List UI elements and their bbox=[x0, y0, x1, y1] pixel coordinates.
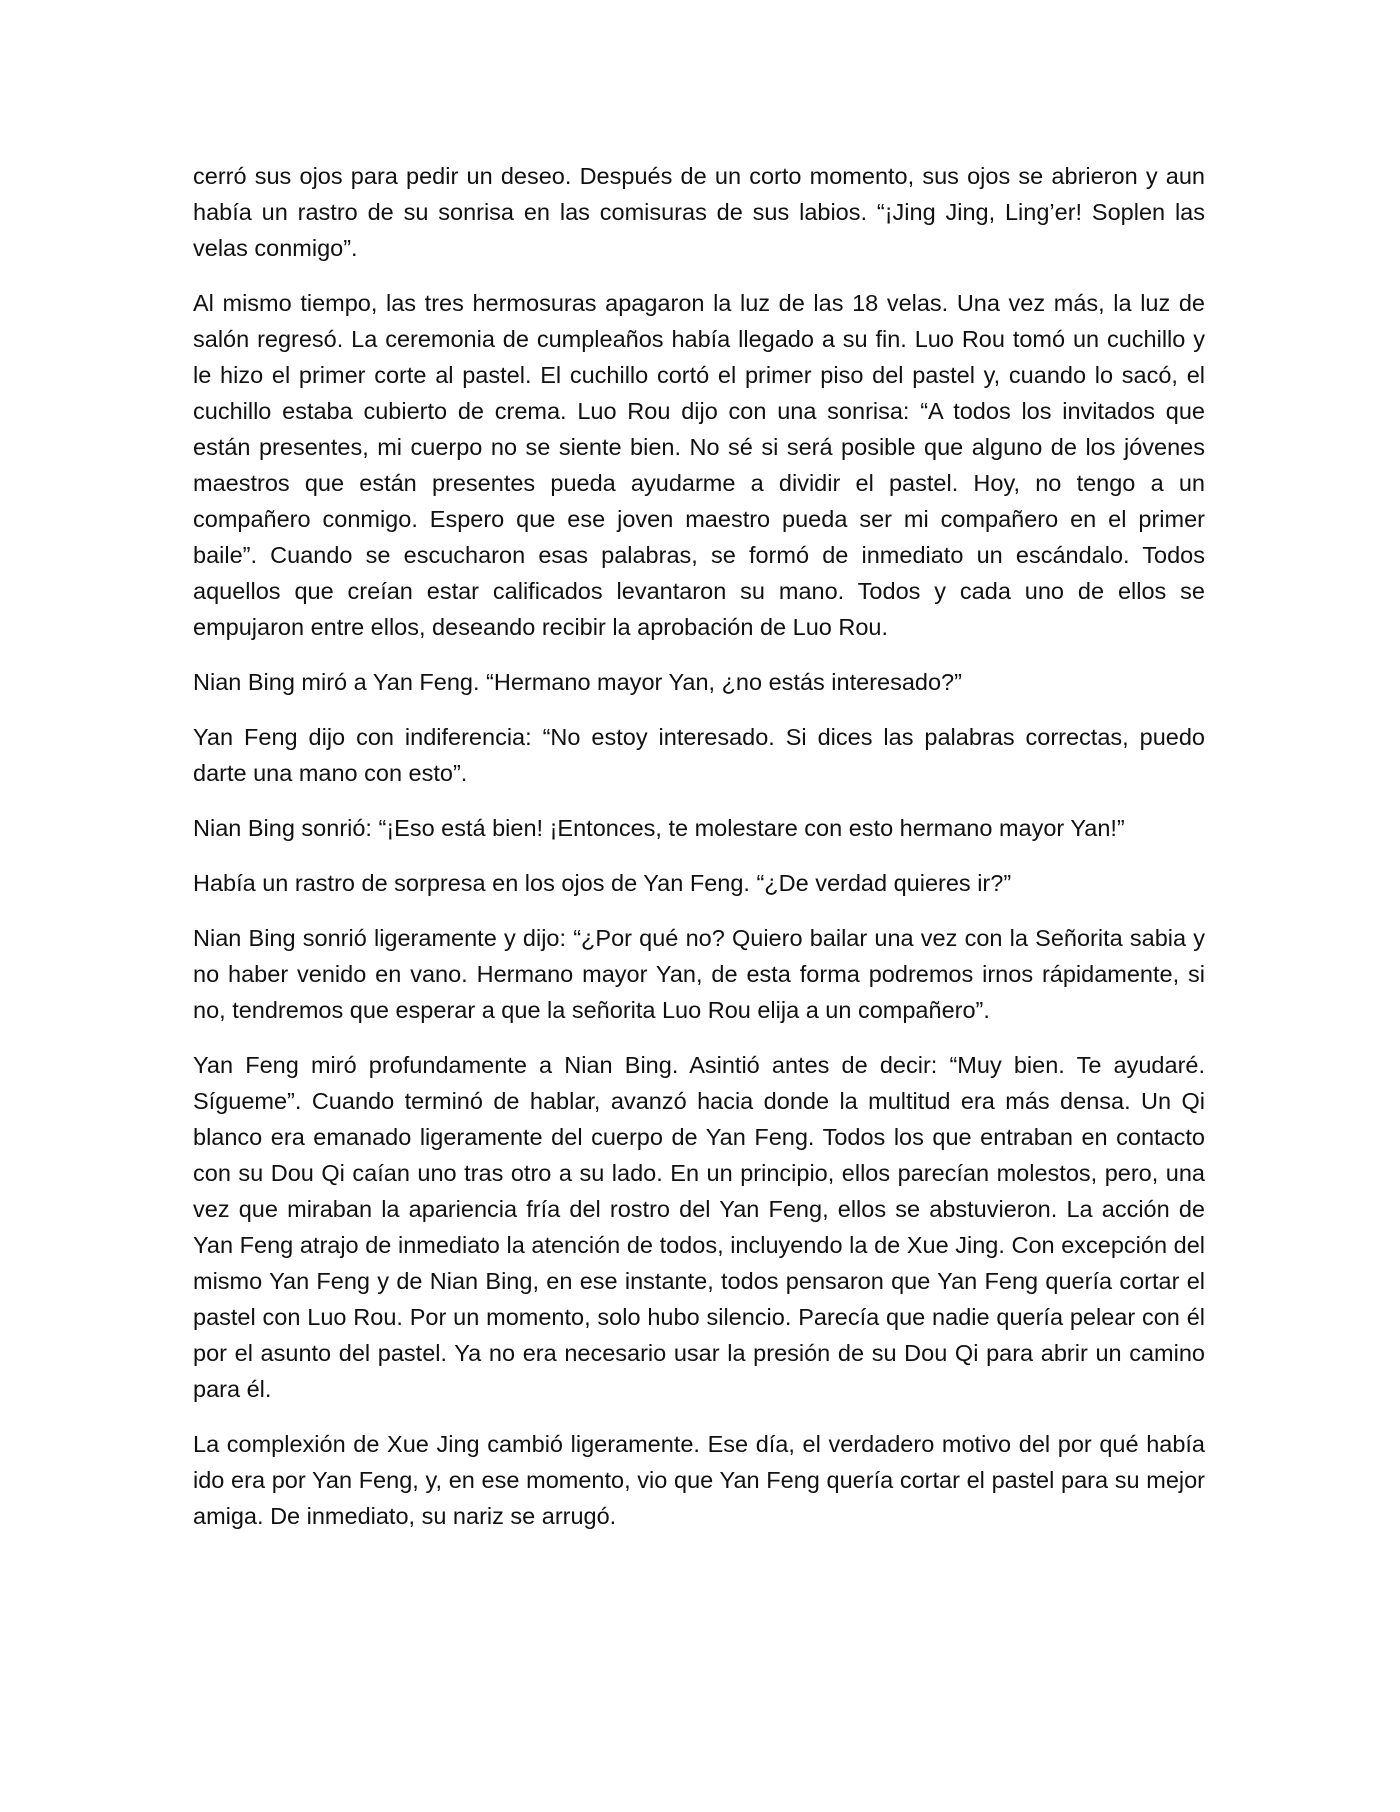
paragraph-7: Nian Bing sonrió ligeramente y dijo: “¿Por qué no? Quiero bailar una vez con la Señorita sabia y no haber venido en vano. Hermano mayor Yan, de esta forma podremos irnos rápidamente, si no, tendremos que esperar a que la señorita Luo Rou elija a un compañero”. bbox=[193, 925, 1205, 1023]
body-text bbox=[193, 158, 1205, 1553]
paragraph-6: Había un rastro de sorpresa en los ojos de Yan Feng. “¿De verdad quieres ir?” bbox=[193, 870, 1012, 896]
paragraph-3: Nian Bing miró a Yan Feng. “Hermano mayor Yan, ¿no estás interesado?” bbox=[193, 669, 962, 695]
paragraph-2: Al mismo tiempo, las tres hermosuras apagaron la luz de las 18 velas. Una vez más, la luz de salón regresó. La ceremonia de cumpleaños había llegado a su fin. Luo Rou tomó un cuchillo y le hizo el primer corte al pastel. El cuchillo cortó el primer piso del pastel y, cuando lo sacó, el cuchillo estaba cubierto de crema. Luo Rou dijo con una sonrisa: “A todos los invitados que están presentes, mi cuerpo no se siente bien. No sé si será posible que alguno de los jóvenes maestros que están presentes pueda ayudarme a dividir el pastel. Hoy, no tengo a un compañero conmigo. Espero que ese joven maestro pueda ser mi compañero en el primer baile”. Cuando se escucharon esas palabras, se formó de inmediato un escándalo. Todos aquellos que creían estar calificados levantaron su mano. Todos y cada uno de ellos se empujaron entre ellos, deseando recibir la aprobación de Luo Rou. bbox=[193, 290, 1205, 640]
paragraph-4: Yan Feng dijo con indiferencia: “No estoy interesado. Si dices las palabras correctas, puedo darte una mano con esto”. bbox=[193, 724, 1205, 786]
paragraph-1: cerró sus ojos para pedir un deseo. Después de un corto momento, sus ojos se abrieron y aun había un rastro de su sonrisa en las comisuras de sus labios. “¡Jing Jing, Ling’er! Soplen las velas conmigo”. bbox=[193, 163, 1205, 261]
paragraph-5: Nian Bing sonrió: “¡Eso está bien! ¡Entonces, te molestare con esto hermano mayor Yan!” bbox=[193, 815, 1125, 841]
paragraph-8: Yan Feng miró profundamente a Nian Bing. Asintió antes de decir: “Muy bien. Te ayudaré. Sígueme”. Cuando terminó de hablar, avanzó hacia donde la multitud era más densa. Un Qi blanco era emanado ligeramente del cuerpo de Yan Feng. Todos los que entraban en contacto con su Dou Qi caían uno tras otro a su lado. En un principio, ellos parecían molestos, pero, una vez que miraban la apariencia fría del rostro del Yan Feng, ellos se abstuvieron. La acción de Yan Feng atrajo de inmediato la atención de todos, incluyendo la de Xue Jing. Con excepción del mismo Yan Feng y de Nian Bing, en ese instante, todos pensaron que Yan Feng quería cortar el pastel con Luo Rou. Por un momento, solo hubo silencio. Parecía que nadie quería pelear con él por el asunto del pastel. Ya no era necesario usar la presión de su Dou Qi para abrir un camino para él. bbox=[193, 1052, 1205, 1402]
paragraph-9: La complexión de Xue Jing cambió ligeramente. Ese día, el verdadero motivo del por qué había ido era por Yan Feng, y, en ese momento, vio que Yan Feng quería cortar el pastel para su mejor amiga. De inmediato, su nariz se arrugó. bbox=[193, 1431, 1205, 1529]
